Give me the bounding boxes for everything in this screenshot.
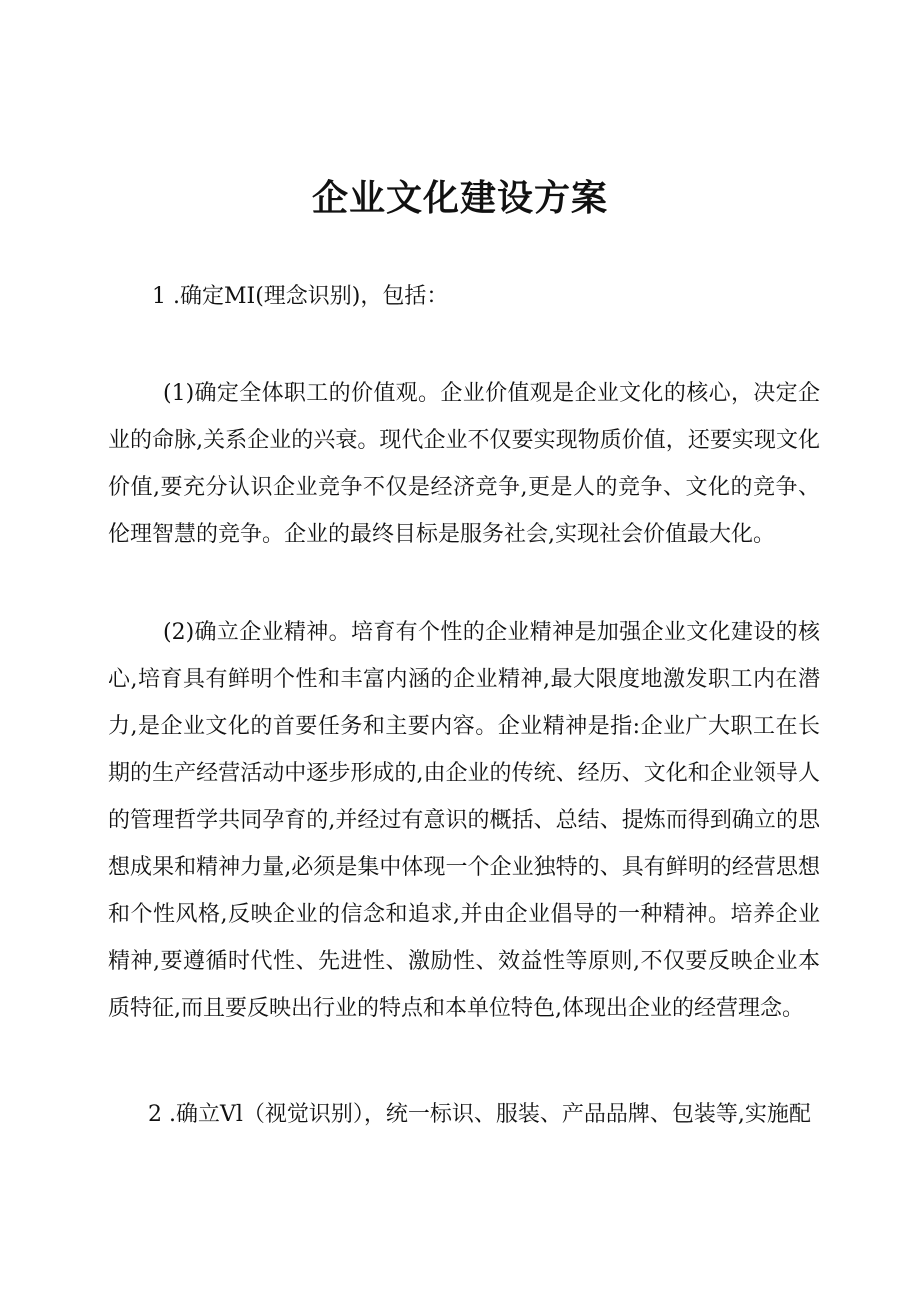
section-heading-vi: 2 .确立Vl（视觉识别），统一标识、服装、产品品牌、包装等,实施配 — [148, 1102, 811, 1127]
document-title: 企业文化建设方案 — [311, 178, 608, 219]
paragraph-spirit: (2)确立企业精神。培育有个性的企业精神是加强企业文化建设的核心,培育具有鲜明个性和丰富内涵的企业精神,最大限度地激发职工内在潜力,是企业文化的首要任务和主要内容。企业精神是指:企业广大职工在长期的生产经营活动中逐步形成的,由企业的传统、经历、文化和企业领导人的管理哲学共同孕育的,并经过有意识的概括、总结、提炼而得到确立的思想成果和精神力量,必须是集中体现一个企业独特的、具有鲜明的经营思想和个性风格,反映企业的信念和追求,并由企业倡导的一种精神。培养企业精神,要遵循时代性、先进性、激励性、效益性等原则,不仅要反映企业本质特征,而且要反映出行业的特点和本单位特色,体现出企业的经营理念。 — [108, 620, 820, 1021]
section-heading-mi: 1 .确定MI(理念识别)，包括： — [152, 284, 449, 309]
paragraph-values: (1)确定全体职工的价值观。企业价值观是企业文化的核心，决定企业的命脉,关系企业的兴衰。现代企业不仅要实现物质价值，还要实现文化价值,要充分认识企业竞争不仅是经济竞争,更是人的竞争、文化的竞争、伦理智慧的竞争。企业的最终目标是服务社会,实现社会价值最大化。 — [108, 381, 820, 547]
